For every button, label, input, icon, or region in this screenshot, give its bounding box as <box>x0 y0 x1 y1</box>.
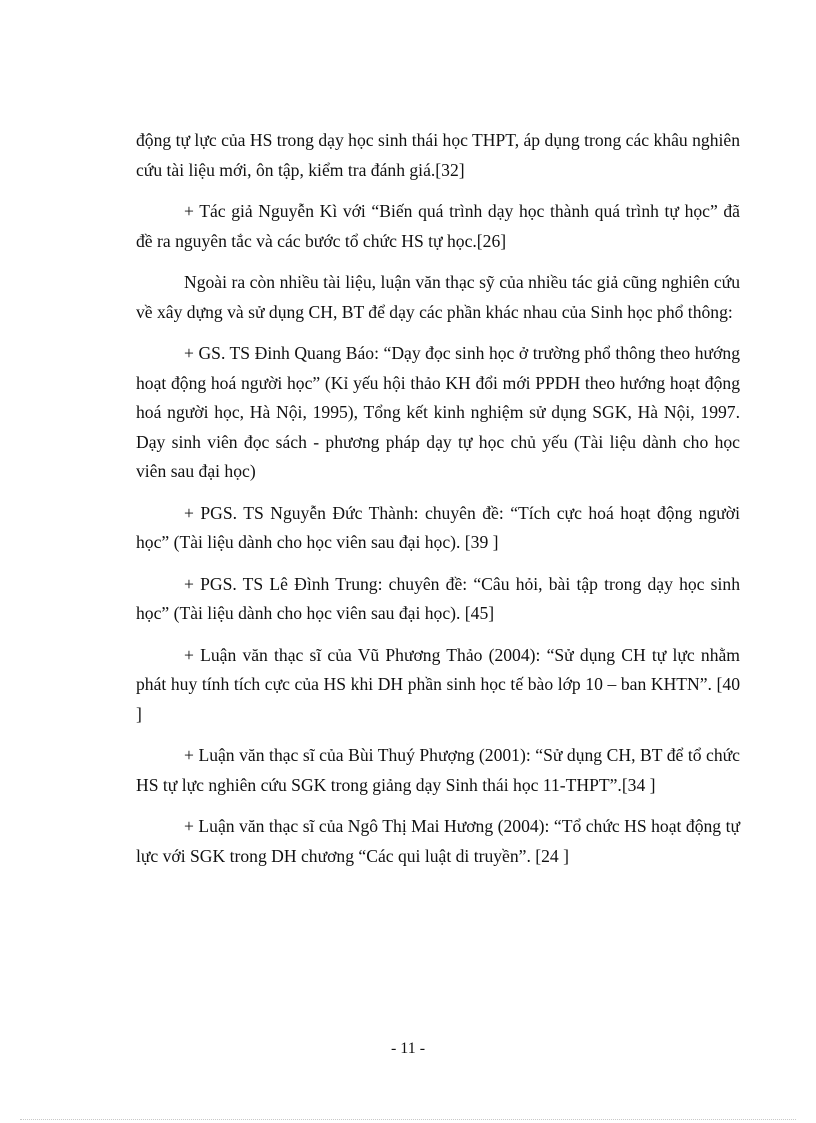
paragraph-dinh-quang-bao: + GS. TS Đinh Quang Báo: “Dạy đọc sinh học ở trường phổ thông theo hướng hoạt động hoá người học” (Kỉ yếu hội thảo KH đổi mới PPDH theo hướng hoạt động hoá người học, Hà Nội, 1995), Tổng kết kinh nghiệm sử dụng SGK, Hà Nội, 1997. Dạy sinh viên đọc sách - phương pháp dạy tự học chủ yếu (Tài liệu dành cho học viên sau đại học) <box>136 343 740 481</box>
paragraph-nguyen-duc-thanh: + PGS. TS Nguyễn Đức Thành: chuyên đề: “Tích cực hoá hoạt động người học” (Tài liệu dành cho học viên sau đại học). [39 ] <box>136 502 740 552</box>
paragraph-bui-thuy-phuong: + Luận văn thạc sĩ của Bùi Thuý Phượng (2001): “Sử dụng CH, BT để tổ chức HS tự lực nghiên cứu SGK trong giảng dạy Sinh thái học 11-THPT”.[34 ] <box>136 745 740 795</box>
paragraph-le-dinh-trung: + PGS. TS Lê Đình Trung: chuyên đề: “Câu hỏi, bài tập trong dạy học sinh học” (Tài liệu dành cho học viên sau đại học). [45] <box>136 573 740 623</box>
footer-divider <box>20 1119 796 1120</box>
paragraph-other-documents: Ngoài ra còn nhiều tài liệu, luận văn thạc sỹ của nhiều tác giả cũng nghiên cứu về xây dựng và sử dụng CH, BT để dạy các phần khác nhau của Sinh học phổ thông: <box>136 272 740 322</box>
paragraph-vu-phuong-thao: + Luận văn thạc sĩ của Vũ Phương Thảo (2004): “Sử dụng CH tự lực nhằm phát huy tính tích cực của HS khi DH phần sinh học tế bào lớp 10 – ban KHTN”. [40 ] <box>136 644 740 724</box>
body-text <box>136 126 740 883</box>
paragraph-nguyen-ki: + Tác giả Nguyễn Kì với “Biến quá trình dạy học thành quá trình tự học” đã đề ra nguyên tắc và các bước tổ chức HS tự học.[26] <box>136 201 740 251</box>
paragraph-continuation: động tự lực của HS trong dạy học sinh thái học THPT, áp dụng trong các khâu nghiên cứu tài liệu mới, ôn tập, kiểm tra đánh giá.[32] <box>136 130 740 180</box>
page-number: - 11 - <box>390 1040 426 1057</box>
paragraph-ngo-thi-mai-huong: + Luận văn thạc sĩ của Ngô Thị Mai Hương (2004): “Tổ chức HS hoạt động tự lực với SGK trong DH chương “Các qui luật di truyền”. [24 ] <box>136 816 740 866</box>
